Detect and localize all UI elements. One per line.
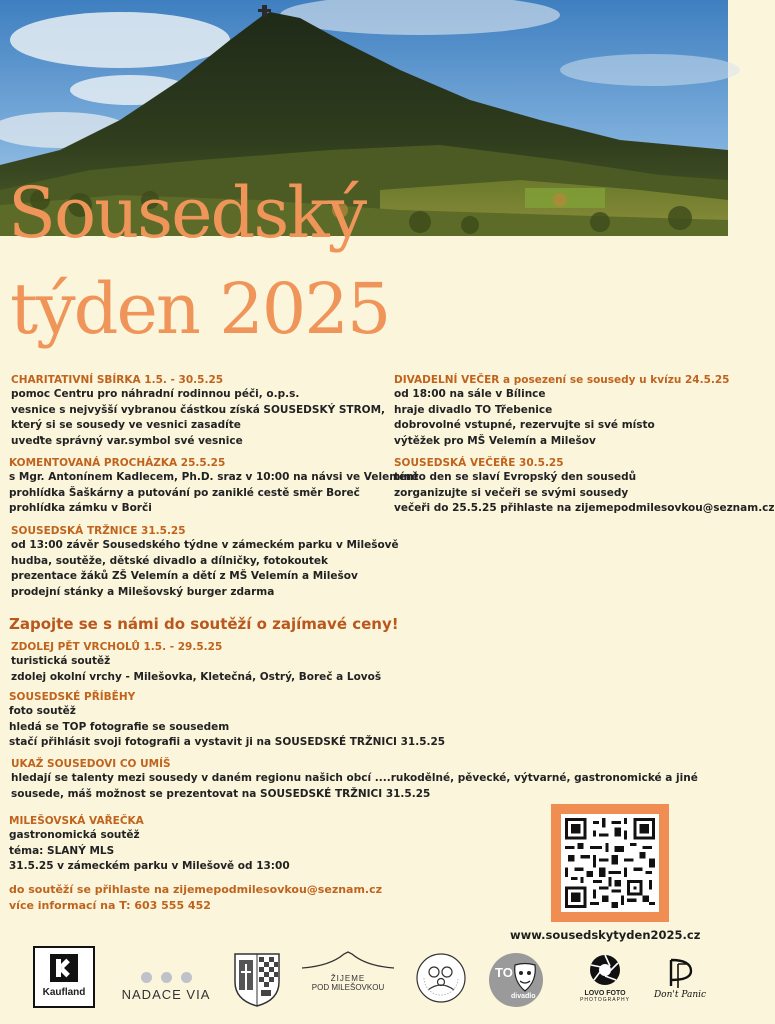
kaufland-label: Kaufland bbox=[42, 987, 86, 998]
contact-email-line: do soutěží se přihlaste na zijemepodmilesovkou@seznam.cz bbox=[9, 883, 383, 896]
event-line: hraje divadlo TO Třebenice bbox=[394, 403, 553, 416]
nadace-via-logo bbox=[118, 972, 214, 1006]
family-circle-icon bbox=[414, 950, 468, 1006]
contest-line: téma: SLANÝ MLS bbox=[9, 844, 115, 857]
contest-line: hledají se talenty mezi sousedy v daném regionu našich obcí ....rukodělné, pěvecké, výtvarné, gastronomické a jiné bbox=[11, 772, 698, 784]
contest-talents bbox=[11, 757, 698, 802]
event-line: od 18:00 na sále v Bílince bbox=[394, 388, 546, 400]
mountain-outline-icon bbox=[300, 950, 396, 970]
contest-heading: ZDOLEJ PĚT VRCHOLŮ 1.5. - 29.5.25 bbox=[11, 641, 223, 653]
centrum-nrp-logo bbox=[414, 950, 468, 1006]
contest-line: 31.5.25 v zámeckém parku v Milešově od 13:00 bbox=[9, 860, 290, 872]
contest-line: foto soutěž bbox=[9, 705, 76, 717]
contest-line: sousede, máš možnost se prezentovat na SOUSEDSKÉ TRŽNICI 31.5.25 bbox=[11, 787, 431, 800]
event-line: prezentace žáků ZŠ Velemín a dětí z MŠ Velemín a Milešov bbox=[11, 570, 358, 582]
event-line: hudba, soutěže, dětské divadlo a dílničky, fotokoutek bbox=[11, 554, 329, 567]
contest-line: stačí přihlásit svoji fotografii a vystavit ji na SOUSEDSKÉ TRŽNICI 31.5.25 bbox=[9, 736, 446, 748]
contest-heading: MILEŠOVSKÁ VAŘEČKA bbox=[9, 815, 144, 827]
event-line: od 13:00 závěr Sousedského týdne v zámeckém parku v Milešově bbox=[11, 539, 399, 551]
contest-heading: SOUSEDSKÉ PŘÍBĚHY bbox=[9, 691, 136, 703]
contest-line: gastronomická soutěž bbox=[9, 829, 140, 841]
dont-panic-monogram-icon bbox=[663, 956, 697, 990]
nadace-via-label: NADACE VIA bbox=[121, 987, 211, 1002]
qr-code[interactable] bbox=[551, 804, 669, 922]
event-heading: CHARITATIVNÍ SBÍRKA 1.5. - 30.5.25 bbox=[11, 374, 224, 386]
coat-of-arms-icon bbox=[233, 952, 281, 1008]
event-line: zorganizujte si večeři se svými sousedy bbox=[394, 486, 629, 499]
dont-panic-label: Don't Panic bbox=[653, 990, 707, 1000]
theatre-mask-icon bbox=[513, 963, 537, 993]
event-line: který si se sousedy ve vesnici zasadíte bbox=[11, 419, 241, 431]
contest-heading: UKAŽ SOUSEDOVI CO UMÍŠ bbox=[11, 758, 171, 770]
event-guided-walk bbox=[9, 456, 418, 517]
event-line: prohlídka Šaškárny a putování po zaniklé cestě směr Boreč bbox=[9, 486, 360, 499]
camera-aperture-icon bbox=[588, 953, 622, 987]
lovo-label-2: PHOTOGRAPHY bbox=[580, 997, 630, 1003]
contest-line: zdolej okolní vrchy - Milešovka, Kletečná, Ostrý, Boreč a Lovoš bbox=[11, 670, 382, 683]
lovo-foto-logo bbox=[574, 953, 636, 1007]
zijeme-pod-milesovkou-logo bbox=[300, 950, 396, 996]
coat-of-arms-logo bbox=[233, 952, 281, 1008]
contact-phone-line: více informací na T: 603 555 452 bbox=[9, 899, 211, 912]
zijeme-label-2: POD MILEŠOVKOU bbox=[311, 983, 385, 992]
dont-panic-logo bbox=[650, 956, 710, 1008]
event-neighbour-dinner bbox=[394, 456, 775, 517]
title-line-1: Sousedský bbox=[8, 172, 366, 254]
event-line: prodejní stánky a Milešovský burger zdarma bbox=[11, 585, 275, 598]
event-heading: SOUSEDSKÁ TRŽNICE 31.5.25 bbox=[11, 525, 186, 537]
lovo-label-1: LOVO FOTO bbox=[584, 990, 626, 997]
event-charity-collection bbox=[11, 373, 385, 449]
event-heading: DIVADELNÍ VEČER a posezení se sousedy u kvízu 24.5.25 bbox=[394, 374, 730, 386]
event-line: s Mgr. Antonínem Kadlecem, Ph.D. sraz v 10:00 na návsi ve Velemíně bbox=[9, 471, 419, 483]
zijeme-label-1: ŽIJEME bbox=[330, 974, 366, 983]
contest-neighbour-stories bbox=[9, 690, 445, 751]
contest-line: hledá se TOP fotografie se sousedem bbox=[9, 720, 230, 733]
to-label: TO bbox=[495, 965, 513, 980]
event-heading: KOMENTOVANÁ PROCHÁZKA 25.5.25 bbox=[9, 457, 226, 469]
event-line: večeři do 25.5.25 přihlaste na zijemepodmilesovkou@seznam.cz bbox=[394, 502, 775, 514]
kaufland-logo bbox=[33, 946, 95, 1008]
kaufland-k-icon bbox=[50, 954, 78, 982]
event-line: pomoc Centru pro náhradní rodinnou péči, o.p.s. bbox=[11, 388, 300, 400]
contest-cooking bbox=[9, 814, 290, 875]
to-divadlo-logo bbox=[489, 953, 543, 1007]
event-line: prohlídka zámku v Borči bbox=[9, 502, 152, 514]
website-link[interactable]: www.sousedskytyden2025.cz bbox=[510, 928, 701, 942]
event-neighbour-market bbox=[11, 524, 399, 600]
contest-five-peaks bbox=[11, 640, 381, 685]
title-line-2: týden 2025 bbox=[10, 268, 390, 350]
event-line: tento den se slaví Evropský den sousedů bbox=[394, 471, 637, 483]
contest-line: turistická soutěž bbox=[11, 655, 111, 667]
nadace-via-dots-icon bbox=[118, 972, 214, 983]
event-line: uveďte správný var.symbol své vesnice bbox=[11, 434, 243, 447]
divadlo-label: divadlo bbox=[511, 993, 536, 1000]
event-heading: SOUSEDSKÁ VEČEŘE 30.5.25 bbox=[394, 457, 564, 469]
event-theatre-evening bbox=[394, 373, 729, 449]
event-line: dobrovolné vstupné, rezervujte si své místo bbox=[394, 419, 655, 431]
qr-code-icon bbox=[565, 818, 655, 908]
event-line: výtěžek pro MŠ Velemín a Milešov bbox=[394, 434, 596, 447]
event-line: vesnice s nejvyšší vybranou částkou získá SOUSEDSKÝ STROM, bbox=[11, 403, 386, 416]
contests-call-to-action: Zapojte se s námi do soutěží o zajímavé ceny! bbox=[9, 615, 399, 633]
